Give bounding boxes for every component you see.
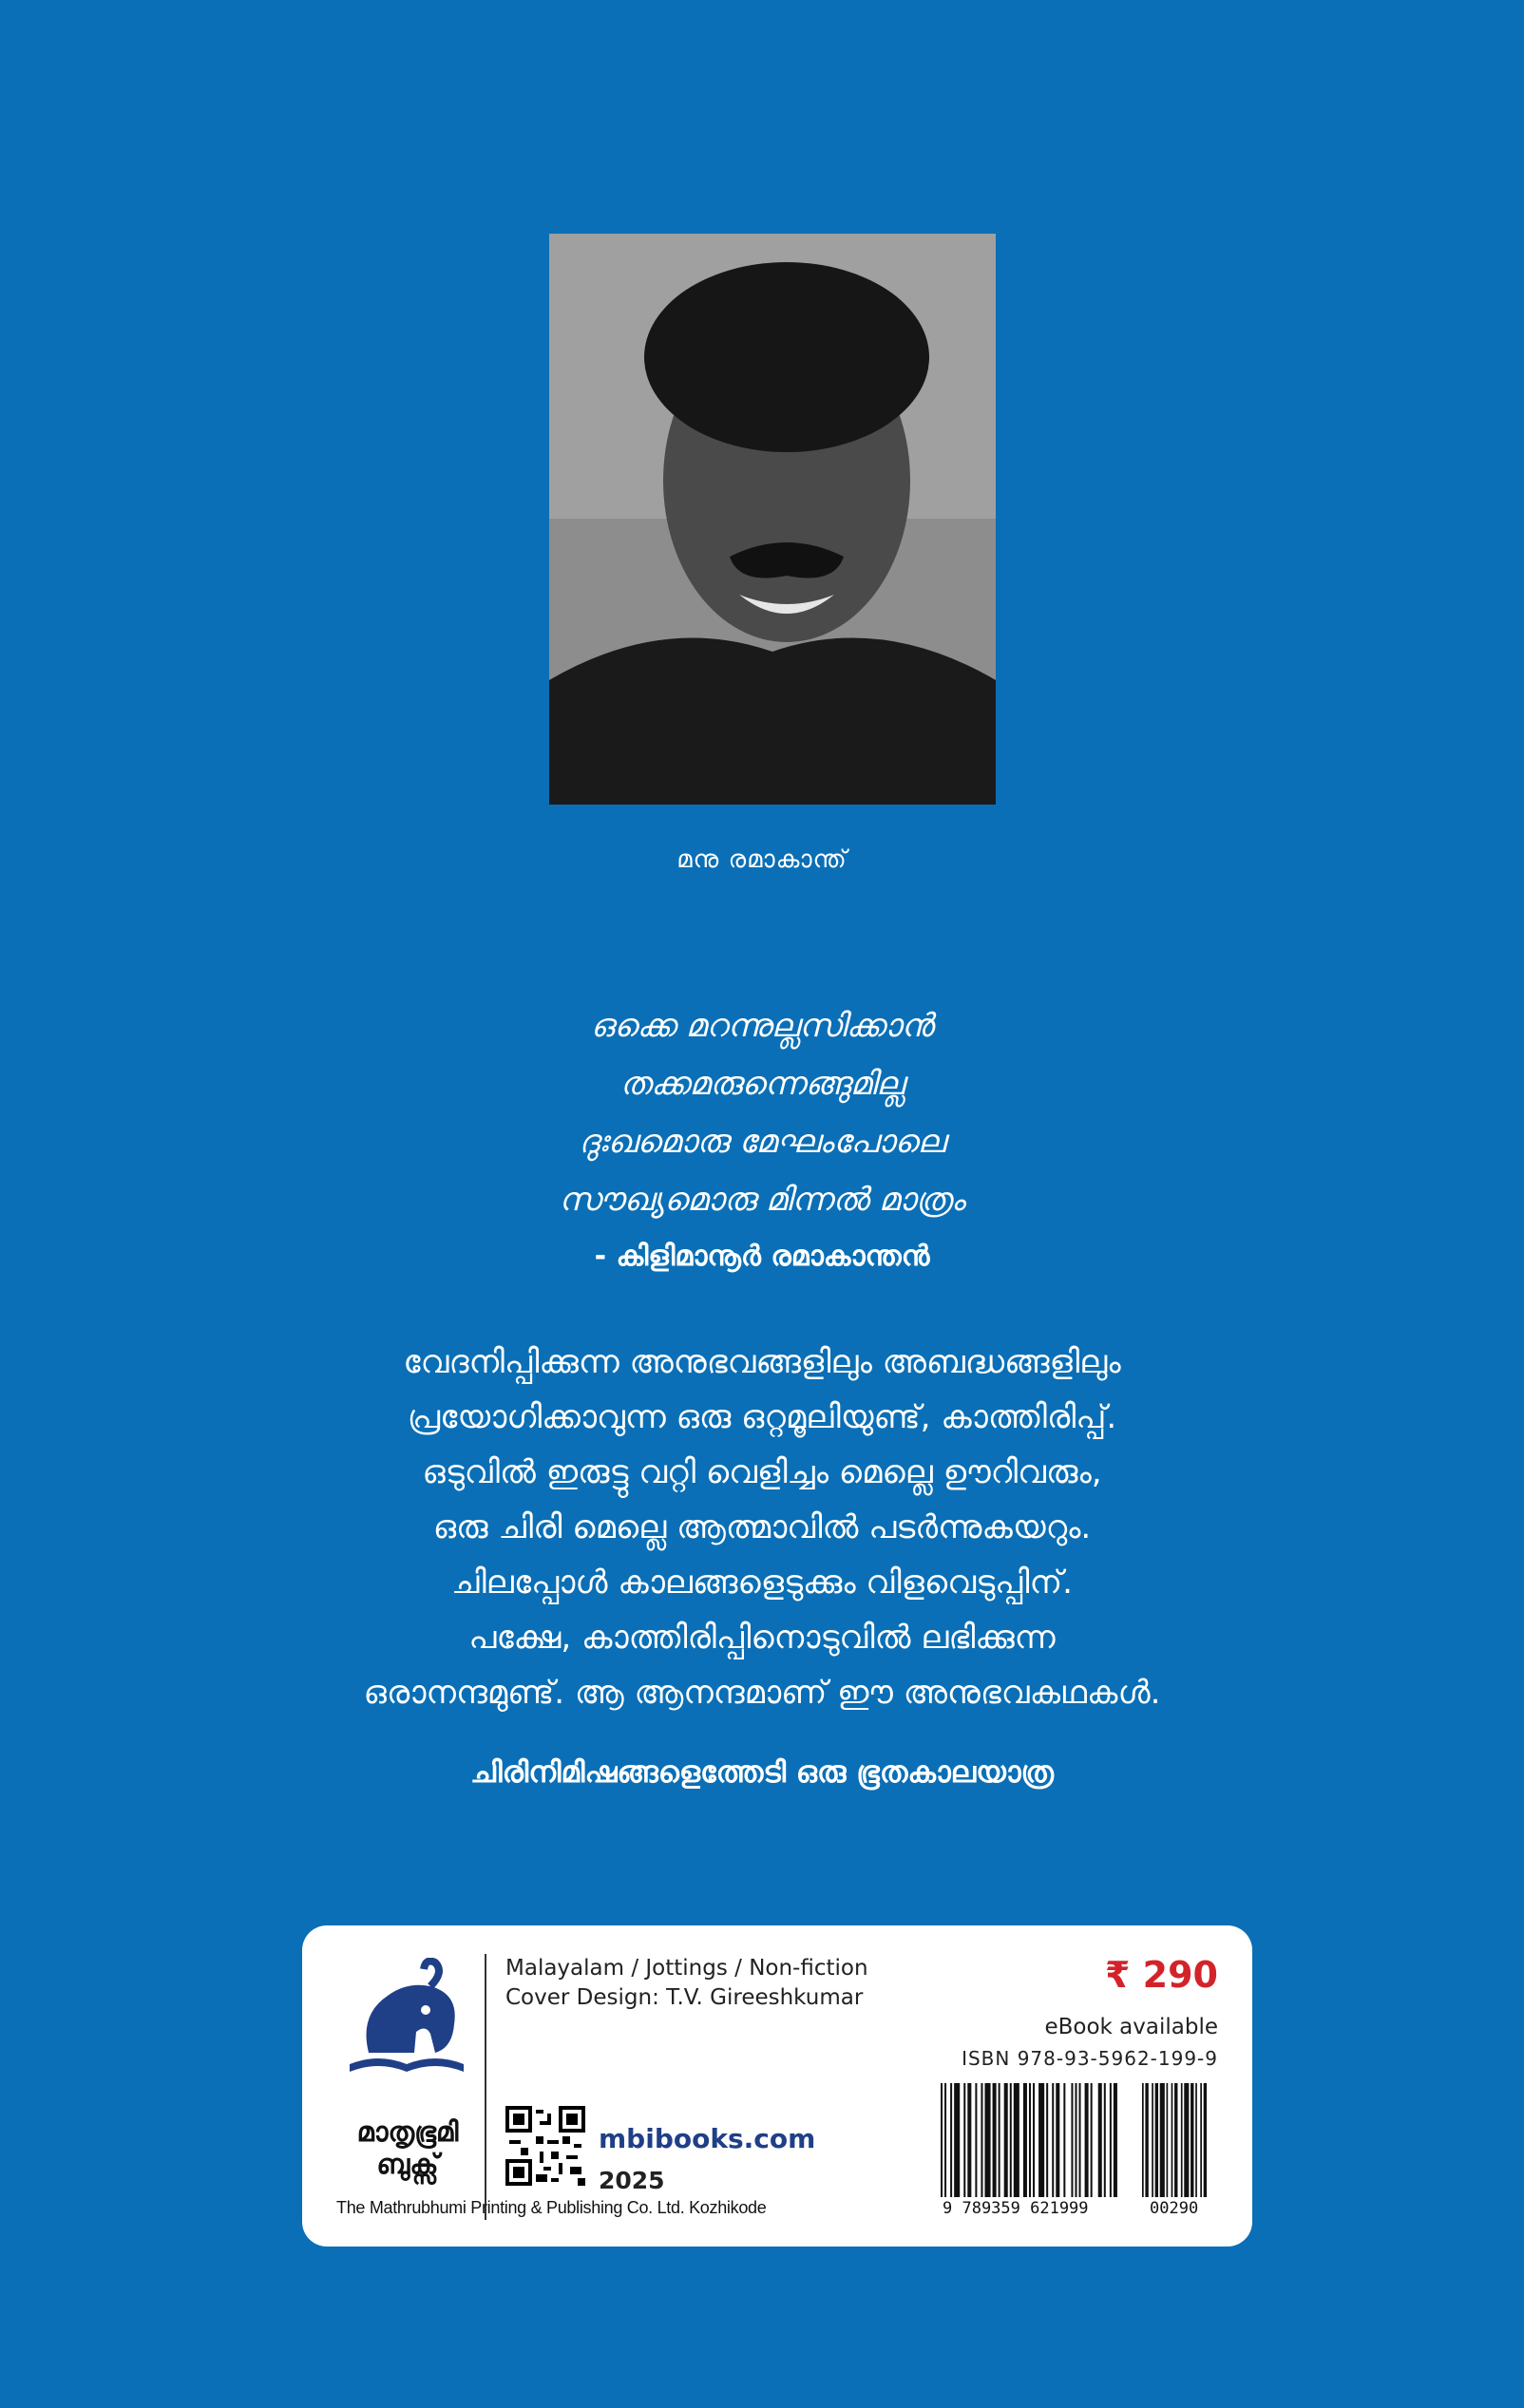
barcode-bar — [1063, 2083, 1065, 2197]
barcode-bar — [967, 2083, 971, 2197]
author-name: മനു രമാകാന്ത് — [676, 845, 848, 874]
barcode-bar — [1155, 2083, 1158, 2197]
author-photo — [549, 234, 996, 805]
barcode-addon — [1142, 2083, 1218, 2197]
barcode-bar — [993, 2083, 997, 2197]
barcode-addon-number: 00290 — [1150, 2199, 1199, 2218]
book-info — [505, 1954, 868, 2013]
blurb-line: ഒരു ചിരി മെല്ലെ ആത്മാവിൽ പടർന്നുകയറും. — [432, 1508, 1092, 1546]
poem-line: ഒക്കെ മറന്നുല്ലസിക്കാൻ — [590, 1007, 934, 1045]
genre-text: Malayalam / Jottings / Non-fiction — [505, 1956, 868, 1981]
barcode-bar — [1167, 2083, 1169, 2197]
price-label: ₹ 290 — [1105, 1954, 1218, 1996]
barcode-bar — [1023, 2083, 1027, 2197]
barcode-bar — [1172, 2083, 1173, 2197]
poem-attribution: - കിളിമാനൂർ രമാകാന്തൻ — [594, 1240, 930, 1273]
poem — [0, 997, 1524, 1229]
barcode-bar — [1174, 2083, 1177, 2197]
barcode-bar — [1038, 2083, 1044, 2197]
barcode-bar — [963, 2083, 965, 2197]
barcode-bar — [1091, 2083, 1093, 2197]
barcode-bar — [984, 2083, 990, 2197]
blurb-line: പക്ഷേ, കാത്തിരിപ്പിനൊടുവിൽ ലഭിക്കുന്ന — [468, 1619, 1056, 1657]
barcode-bar — [1110, 2083, 1112, 2197]
barcode-bar — [981, 2083, 982, 2197]
barcode-bar — [941, 2083, 943, 2197]
poem-line: സൗഖ്യമൊരു മിന്നൽ മാത്രം — [559, 1181, 965, 1219]
barcode-bar — [1046, 2083, 1048, 2197]
qr-code-icon[interactable] — [505, 2106, 585, 2186]
barcode-bar — [1145, 2083, 1148, 2197]
barcode-bar — [1160, 2083, 1165, 2197]
blurb-line: പ്രയോഗിക്കാവുന്ന ഒരു ഒറ്റമൂലിയുണ്ട്, കാത്തിരിപ്പ്. — [407, 1398, 1117, 1436]
publisher-panel — [302, 1925, 1252, 2247]
barcode — [941, 2083, 1123, 2197]
barcode-bar — [1204, 2083, 1207, 2197]
website-link[interactable]: mbibooks.com — [599, 2123, 816, 2154]
barcode-bar — [1184, 2083, 1189, 2197]
barcode-bar — [1004, 2083, 1008, 2197]
barcode-bar — [1114, 2083, 1117, 2197]
barcode-bar — [1056, 2083, 1059, 2197]
poem-line: ദുഃഖമൊരു മേഘംപോലെ — [579, 1123, 945, 1161]
barcode-bar — [1029, 2083, 1031, 2197]
barcode-bar — [1085, 2083, 1089, 2197]
poem-line: തക്കമരുന്നെങ്ങുമില്ല — [619, 1065, 905, 1103]
barcode-bar — [1098, 2083, 1102, 2197]
barcode-bar — [1071, 2083, 1073, 2197]
publication-year: 2025 — [599, 2167, 665, 2194]
barcode-bar — [1152, 2083, 1153, 2197]
blurb-line: ഒടുവിൽ ഇരുട്ടു വറ്റി വെളിച്ചം മെല്ലെ ഊറിവരും, — [422, 1453, 1102, 1491]
barcode-bar — [1075, 2083, 1076, 2197]
logo-line: ബുക്സ് — [376, 2148, 439, 2180]
elephant-book-icon — [340, 1958, 473, 2081]
barcode-bar — [1191, 2083, 1193, 2197]
barcode-bar — [954, 2083, 960, 2197]
barcode-bar — [944, 2083, 946, 2197]
blurb-line: ചിലപ്പോൾ കാലങ്ങളെടുക്കും വിളവെടുപ്പിന്. — [451, 1564, 1073, 1602]
tagline: ചിരിനിമിഷങ്ങളെത്തേടി ഒരു ഭൂതകാലയാത്ര — [470, 1755, 1054, 1790]
publisher-logo-text — [327, 2115, 488, 2180]
barcode-bar — [1079, 2083, 1081, 2197]
blurb-line: ഒരാനന്ദമുണ്ട്. ആ ആനന്ദമാണ് ഈ അനുഭവകഥകൾ. — [363, 1674, 1161, 1712]
barcode-number: 9 789359 621999 — [943, 2199, 1089, 2218]
barcode-bar — [1014, 2083, 1019, 2197]
barcode-bar — [999, 2083, 1000, 2197]
cover-design-credit: Cover Design: T.V. Gireeshkumar — [505, 1985, 864, 2010]
divider — [485, 1954, 486, 2220]
barcode-bar — [950, 2083, 952, 2197]
barcode-bar — [1052, 2083, 1054, 2197]
ebook-notice: eBook available — [1044, 2015, 1218, 2039]
barcode-bar — [1195, 2083, 1197, 2197]
blurb-line: വേദനിപ്പിക്കുന്ന അനുഭവങ്ങളിലും അബദ്ധങ്ങളിലും — [403, 1343, 1121, 1381]
blurb — [0, 1335, 1524, 1720]
isbn-text: ISBN 978-93-5962-199-9 — [962, 2047, 1218, 2070]
barcode-bar — [975, 2083, 977, 2197]
printer-credit: The Mathrubhumi Printing & Publishing Co. Ltd. Kozhikode — [336, 2198, 767, 2217]
barcode-bar — [1010, 2083, 1012, 2197]
barcode-bar — [1142, 2083, 1144, 2197]
barcode-bar — [1181, 2083, 1183, 2197]
logo-line: മാതൃഭൂമി — [356, 2115, 459, 2148]
barcode-bar — [1200, 2083, 1202, 2197]
barcode-bar — [1104, 2083, 1106, 2197]
barcode-bar — [1033, 2083, 1035, 2197]
